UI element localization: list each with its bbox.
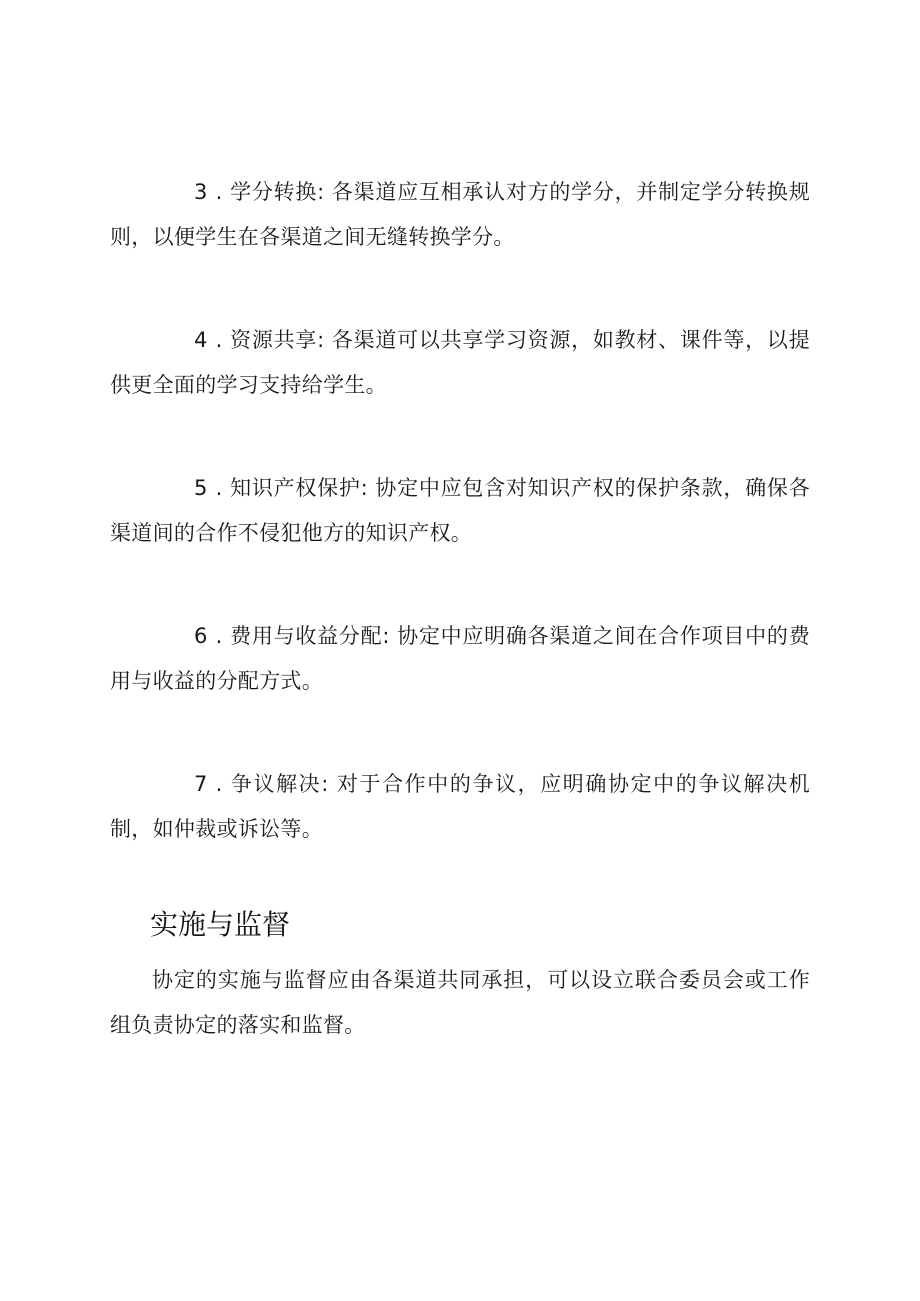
item-text: . 学分转换: 各渠道应互相承认对方的学分，并制定学分转换规则，以便学生在各渠道之间无缝转换学分。 [110,180,810,249]
item-number: 3 [194,180,208,204]
list-item-5 [110,466,810,556]
section-body: 协定的实施与监督应由各渠道共同承担，可以设立联合委员会或工作组负责协定的落实和监督。 [110,968,810,1037]
item-text: . 费用与收益分配: 协定中应明确各渠道之间在合作项目中的费用与收益的分配方式。 [110,624,810,693]
list-item-7 [110,762,810,852]
list-item-3 [110,170,810,260]
document-content [110,170,810,1048]
section-heading: 实施与监督 [150,908,291,941]
item-number: 6 [194,624,208,648]
item-number: 7 [194,772,208,796]
list-item-4 [110,318,810,408]
item-text: . 争议解决: 对于合作中的争议，应明确协定中的争议解决机制，如仲裁或诉讼等。 [110,772,810,841]
item-number: 5 [194,476,208,500]
item-number: 4 [194,328,208,352]
list-item-6 [110,614,810,704]
item-text: . 资源共享: 各渠道可以共享学习资源，如教材、课件等，以提供更全面的学习支持给学生。 [110,328,810,397]
item-text: . 知识产权保护: 协定中应包含对知识产权的保护条款，确保各渠道间的合作不侵犯他方的知识产权。 [110,476,810,545]
